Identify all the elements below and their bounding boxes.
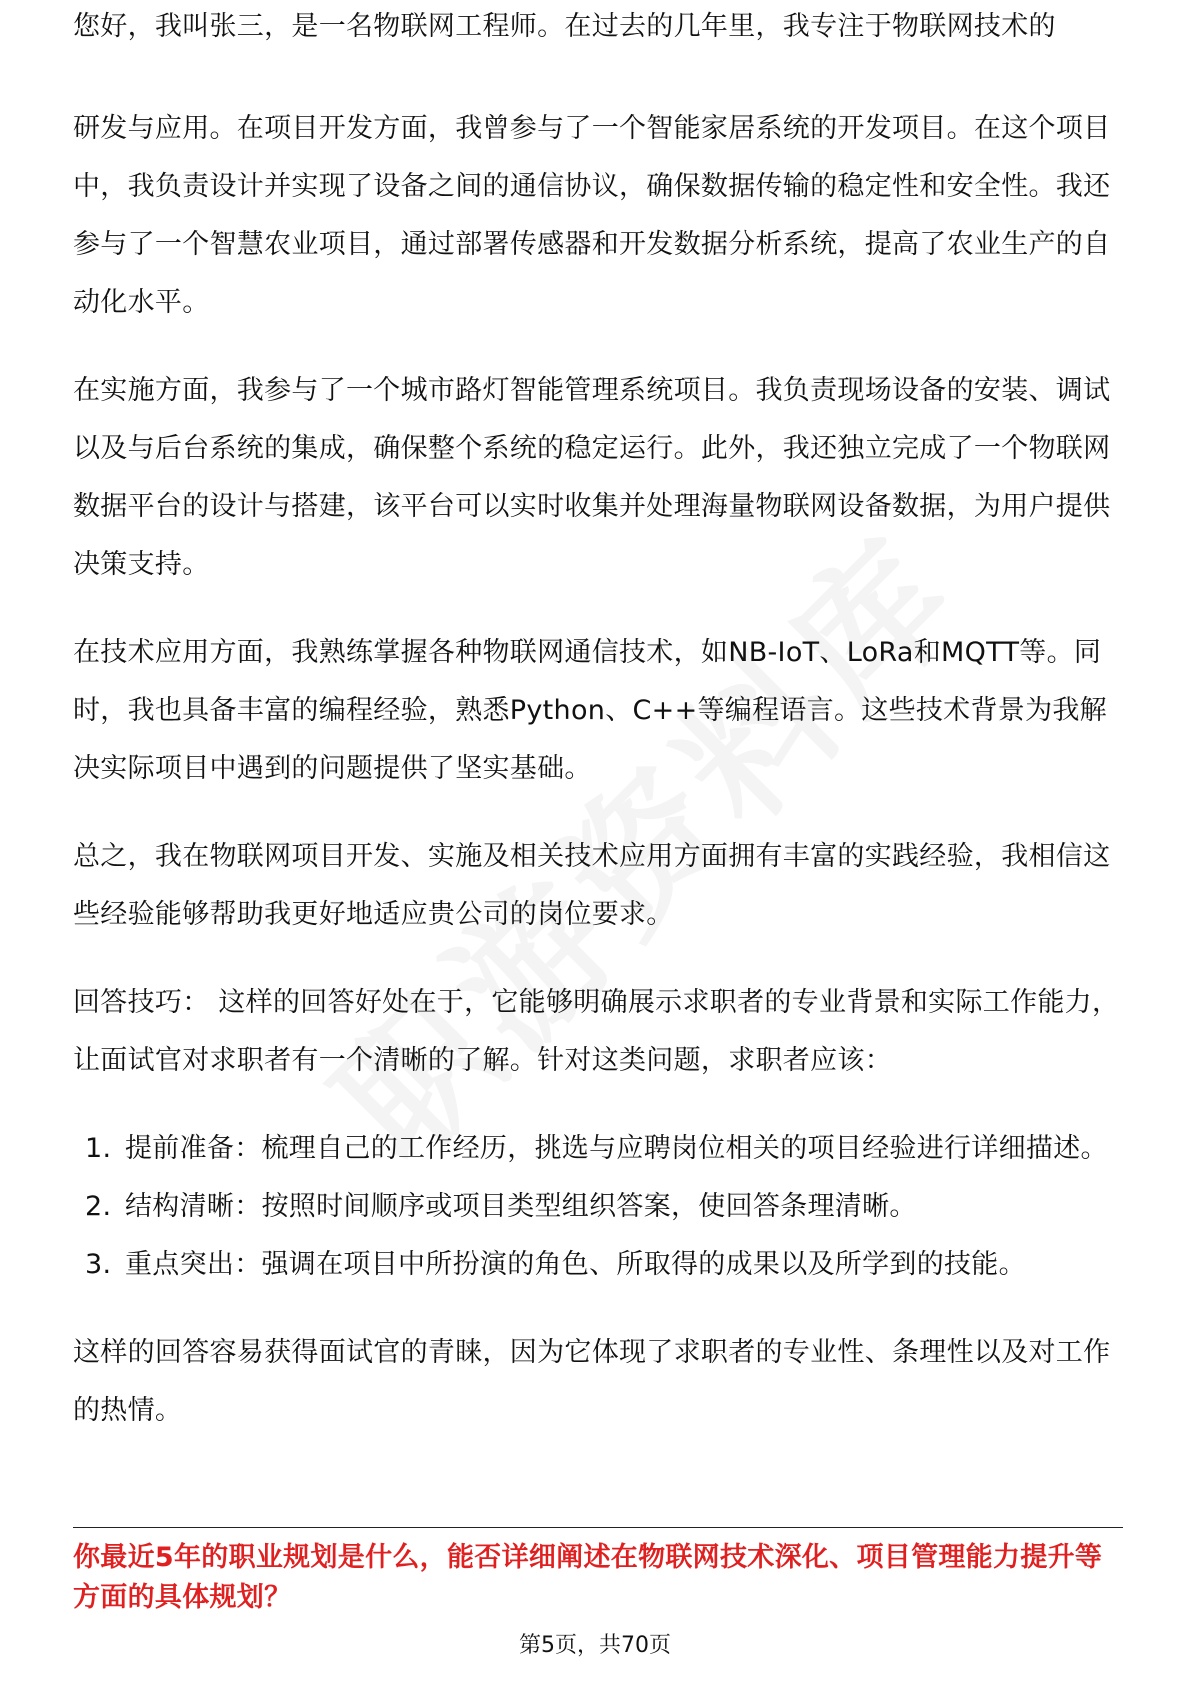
- section-divider: [73, 1527, 1123, 1528]
- page-number: 第5页，共70页: [519, 1633, 671, 1658]
- list-item-number: 2.: [85, 1191, 112, 1222]
- paragraph-technology: 在技术应用方面，我熟练掌握各种物联网通信技术，如NB-IoT、LoRa和MQTT等。同时，我也具备丰富的编程经验，熟悉Python、C++等编程语言。这些技术背景为我解决实际项目中遇到的问题提供了坚实基础。: [73, 637, 1107, 784]
- paragraph-summary: 总之，我在物联网项目开发、实施及相关技术应用方面拥有丰富的实践经验，我相信这些经验能够帮助我更好地适应贵公司的岗位要求。: [73, 841, 1111, 930]
- list-item: [73, 1178, 1123, 1236]
- list-item-text: 提前准备：梳理自己的工作经历，挑选与应聘岗位相关的项目经验进行详细描述。: [125, 1133, 1108, 1164]
- paragraph-implementation: 在实施方面，我参与了一个城市路灯智能管理系统项目。我负责现场设备的安装、调试以及与后台系统的集成，确保整个系统的稳定运行。此外，我还独立完成了一个物联网数据平台的设计与搭建，该平台可以实时收集并处理海量物联网设备数据，为用户提供决策支持。: [73, 375, 1111, 580]
- list-item: [73, 1236, 1123, 1294]
- list-item-text: 重点突出：强调在项目中所扮演的角色、所取得的成果以及所学到的技能。: [125, 1249, 1026, 1280]
- answer-body: [73, 11, 1123, 1440]
- tips-list: [73, 1120, 1123, 1294]
- paragraph-project-development: 研发与应用。在项目开发方面，我曾参与了一个智能家居系统的开发项目。在这个项目中，我负责设计并实现了设备之间的通信协议，确保数据传输的稳定性和安全性。我还参与了一个智慧农业项目，通过部署传感器和开发数据分析系统，提高了农业生产的自动化水平。: [73, 113, 1111, 318]
- list-item: [73, 1120, 1123, 1178]
- next-question-heading: 你最近5年的职业规划是什么，能否详细阐述在物联网技术深化、项目管理能力提升等方面的具体规划？: [73, 1542, 1103, 1613]
- list-item-number: 1.: [85, 1133, 112, 1164]
- paragraph-partial-top: 您好，我叫张三，是一名物联网工程师。在过去的几年里，我专注于物联网技术的: [73, 11, 1056, 42]
- paragraph-answer-tips: 回答技巧： 这样的回答好处在于，它能够明确展示求职者的专业背景和实际工作能力，让面试官对求职者有一个清晰的了解。针对这类问题，求职者应该：: [73, 987, 1120, 1076]
- list-item-text: 结构清晰：按照时间顺序或项目类型组织答案，使回答条理清晰。: [125, 1191, 917, 1222]
- list-item-number: 3.: [85, 1249, 112, 1280]
- paragraph-conclusion: 这样的回答容易获得面试官的青睐，因为它体现了求职者的专业性、条理性以及对工作的热情。: [73, 1337, 1111, 1426]
- cut-off-line: [73, 11, 1123, 56]
